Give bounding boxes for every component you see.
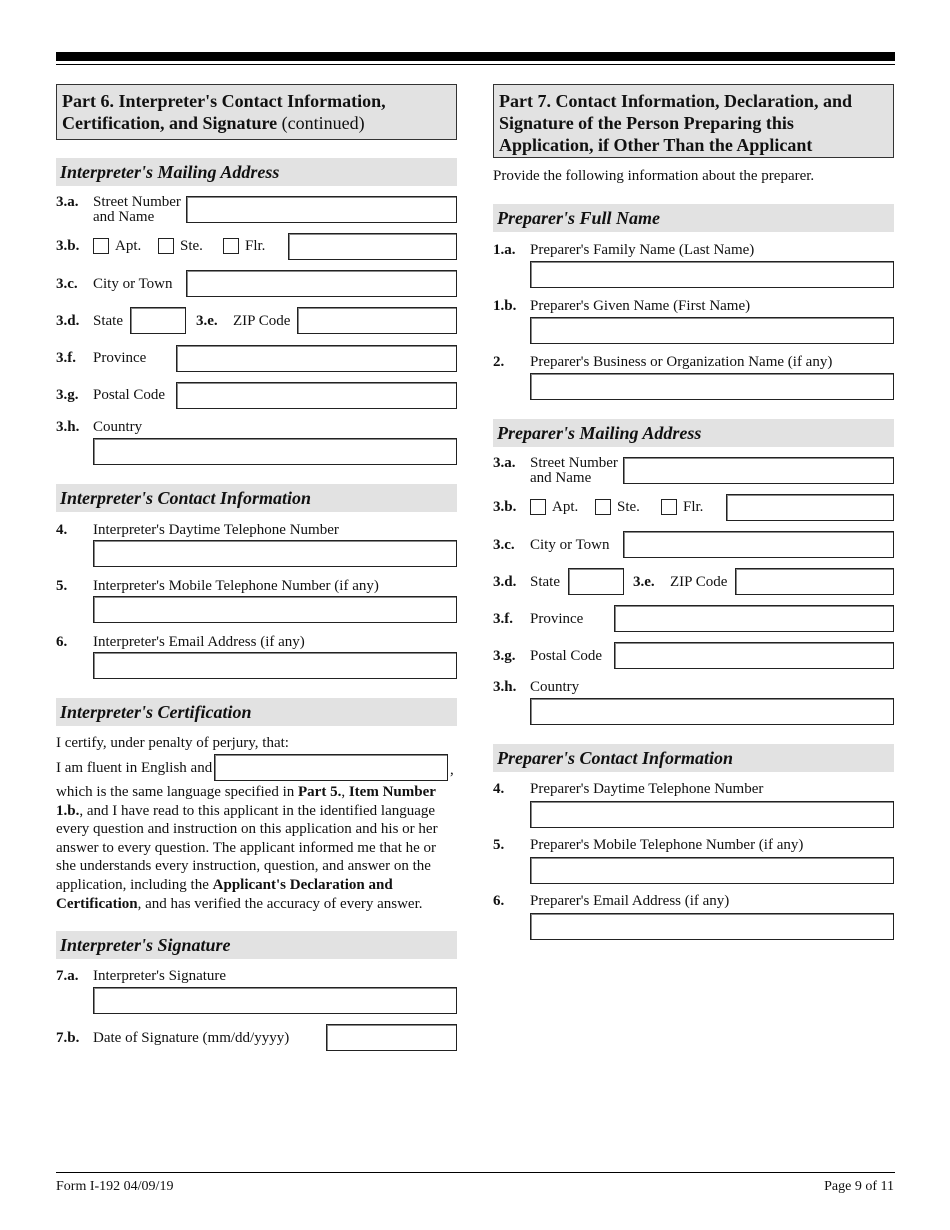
- item-number: 3.c.: [56, 276, 78, 292]
- cert-part5: Part 5.: [298, 784, 342, 800]
- item-number: 3.h.: [56, 419, 80, 435]
- cert-text-2: , and I have read to this applicant in the identified language every question and instruction on this application and his or her answer to every question. The applicant informed me that he or she understands every instruction, question, and answer on the application, including the: [56, 802, 438, 893]
- certification-paragraph: [56, 783, 457, 913]
- street-label-line1: Street Number: [93, 194, 181, 210]
- part6-header-continued: (continued): [281, 113, 365, 133]
- cert-declaration: Applicant's Declaration and Certification: [56, 876, 393, 912]
- province-label: Province: [530, 611, 584, 627]
- apt-checkbox[interactable]: [93, 238, 109, 254]
- cert-item-number: Item Number 1.b.: [56, 784, 436, 819]
- item-number: 7.b.: [56, 1030, 80, 1046]
- interpreter-signature-input[interactable]: [93, 987, 457, 1014]
- preparer-mailing-address-header: Preparer's Mailing Address: [493, 419, 894, 447]
- mobile-label: Interpreter's Mobile Telephone Number (if any): [93, 578, 379, 594]
- given-name-label: Preparer's Given Name (First Name): [530, 298, 751, 314]
- interpreter-contact-header: Interpreter's Contact Information: [56, 484, 457, 512]
- item-number: 3.c.: [493, 537, 515, 553]
- item-number: 3.d.: [493, 574, 517, 590]
- city-label: City or Town: [93, 276, 173, 292]
- phone-label: Preparer's Daytime Telephone Number: [530, 781, 764, 797]
- preparer-phone-input[interactable]: [530, 801, 894, 828]
- interpreter-email-input[interactable]: [93, 652, 457, 679]
- form-id: Form I-192 04/09/19: [56, 1179, 174, 1194]
- street-label-line2: and Name: [530, 470, 592, 486]
- item-number: 4.: [56, 522, 68, 538]
- postal-label: Postal Code: [93, 387, 166, 403]
- email-label: Interpreter's Email Address (if any): [93, 634, 305, 650]
- part7-header: Part 7. Contact Information, Declaration, and Signature of the Person Preparing this Application, if Other Than the Applicant: [493, 84, 894, 158]
- interpreter-province-input[interactable]: [176, 345, 457, 372]
- certify-line: I certify, under penalty of perjury, that:: [56, 735, 289, 751]
- preparer-zip-input[interactable]: [735, 568, 894, 595]
- preparer-business-input[interactable]: [530, 373, 894, 400]
- interpreter-country-input[interactable]: [93, 438, 457, 465]
- top-rule-thin: [56, 64, 895, 65]
- flr-checkbox[interactable]: [661, 499, 677, 515]
- phone-label: Interpreter's Daytime Telephone Number: [93, 522, 339, 538]
- preparer-full-name-header: Preparer's Full Name: [493, 204, 894, 232]
- preparer-state-input[interactable]: [568, 568, 624, 595]
- part6-header: [56, 84, 457, 140]
- preparer-city-input[interactable]: [623, 531, 894, 558]
- street-label-line1: Street Number: [530, 455, 618, 471]
- item-number: 3.a.: [56, 194, 79, 210]
- preparer-unit-input[interactable]: [726, 494, 894, 521]
- flr-label: Flr.: [683, 499, 704, 515]
- interpreter-city-input[interactable]: [186, 270, 457, 297]
- interpreter-phone-input[interactable]: [93, 540, 457, 567]
- cert-comma: ,: [341, 784, 346, 800]
- top-rule-thick: [56, 52, 895, 61]
- item-number: 3.e.: [196, 313, 218, 329]
- city-label: City or Town: [530, 537, 610, 553]
- preparer-given-name-input[interactable]: [530, 317, 894, 344]
- item-number: 1.a.: [493, 242, 516, 258]
- item-number: 3.b.: [493, 499, 517, 515]
- interpreter-postal-input[interactable]: [176, 382, 457, 409]
- preparer-intro: Provide the following information about the preparer.: [493, 168, 815, 184]
- interpreter-mobile-input[interactable]: [93, 596, 457, 623]
- ste-label: Ste.: [180, 238, 203, 254]
- page-number: Page 9 of 11: [824, 1179, 894, 1194]
- interpreter-signature-header: Interpreter's Signature: [56, 931, 457, 959]
- flr-label: Flr.: [245, 238, 266, 254]
- item-number: 7.a.: [56, 968, 79, 984]
- interpreter-mailing-address-header: Interpreter's Mailing Address: [56, 158, 457, 186]
- item-number: 3.a.: [493, 455, 516, 471]
- preparer-postal-input[interactable]: [614, 642, 894, 669]
- postal-label: Postal Code: [530, 648, 603, 664]
- apt-label: Apt.: [552, 499, 579, 515]
- ste-checkbox[interactable]: [595, 499, 611, 515]
- preparer-province-input[interactable]: [614, 605, 894, 632]
- flr-checkbox[interactable]: [223, 238, 239, 254]
- preparer-street-input[interactable]: [623, 457, 894, 484]
- interpreter-unit-input[interactable]: [288, 233, 457, 260]
- item-number: 6.: [56, 634, 68, 650]
- item-number: 3.f.: [493, 611, 513, 627]
- fluent-label: I am fluent in English and: [56, 760, 213, 776]
- language-input[interactable]: [214, 754, 448, 781]
- signature-label: Interpreter's Signature: [93, 968, 227, 984]
- zip-label: ZIP Code: [670, 574, 728, 590]
- preparer-country-input[interactable]: [530, 698, 894, 725]
- preparer-family-name-input[interactable]: [530, 261, 894, 288]
- preparer-contact-header: Preparer's Contact Information: [493, 744, 894, 772]
- business-name-label: Preparer's Business or Organization Name (if any): [530, 354, 833, 370]
- country-label: Country: [530, 679, 580, 695]
- province-label: Province: [93, 350, 147, 366]
- item-number: 1.b.: [493, 298, 517, 314]
- preparer-email-input[interactable]: [530, 913, 894, 940]
- apt-checkbox[interactable]: [530, 499, 546, 515]
- cert-text-1: which is the same language specified in: [56, 784, 295, 800]
- interpreter-zip-input[interactable]: [297, 307, 457, 334]
- signature-date-input[interactable]: [326, 1024, 457, 1051]
- country-label: Country: [93, 419, 143, 435]
- item-number: 3.g.: [56, 387, 79, 403]
- ste-checkbox[interactable]: [158, 238, 174, 254]
- street-label: [530, 455, 618, 487]
- preparer-mobile-input[interactable]: [530, 857, 894, 884]
- item-number: 3.b.: [56, 238, 80, 254]
- mobile-label: Preparer's Mobile Telephone Number (if any): [530, 837, 804, 853]
- cert-text-3: , and has verified the accuracy of every answer.: [137, 895, 423, 912]
- item-number: 3.d.: [56, 313, 80, 329]
- item-number: 3.h.: [493, 679, 517, 695]
- apt-label: Apt.: [115, 238, 142, 254]
- item-number: 3.f.: [56, 350, 76, 366]
- item-number: 3.g.: [493, 648, 516, 664]
- date-label: Date of Signature (mm/dd/yyyy): [93, 1030, 290, 1046]
- item-number: 4.: [493, 781, 505, 797]
- state-label: State: [530, 574, 560, 590]
- ste-label: Ste.: [617, 499, 640, 515]
- footer-rule: [56, 1172, 895, 1173]
- zip-label: ZIP Code: [233, 313, 291, 329]
- interpreter-state-input[interactable]: [130, 307, 186, 334]
- part6-header-bold: Part 6. Interpreter's Contact Information, Certification, and Signature: [62, 91, 386, 133]
- item-number: 5.: [493, 837, 505, 853]
- item-number: 5.: [56, 578, 68, 594]
- family-name-label: Preparer's Family Name (Last Name): [530, 242, 755, 258]
- interpreter-street-input[interactable]: [186, 196, 457, 223]
- street-label-line2: and Name: [93, 209, 155, 225]
- state-label: State: [93, 313, 123, 329]
- comma: ,: [450, 762, 454, 778]
- interpreter-certification-header: Interpreter's Certification: [56, 698, 457, 726]
- item-number: 6.: [493, 893, 505, 909]
- email-label: Preparer's Email Address (if any): [530, 893, 730, 909]
- item-number: 3.e.: [633, 574, 655, 590]
- street-label: [93, 194, 181, 226]
- item-number: 2.: [493, 354, 505, 370]
